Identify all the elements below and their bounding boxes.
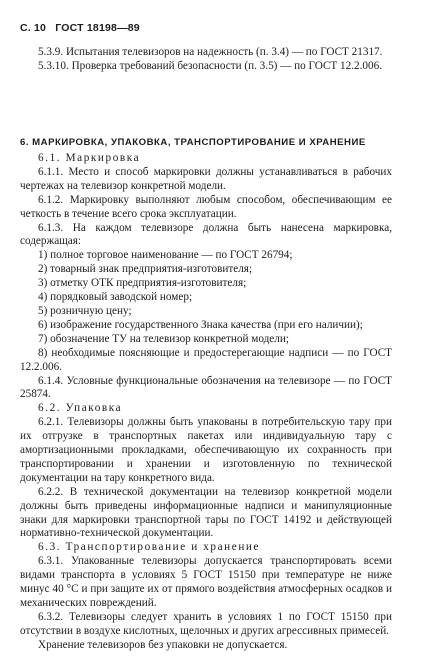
paragraph-5-3-10: 5.3.10. Проверка требований безопасности (п. 3.5) — по ГОСТ 12.2.006. — [38, 59, 382, 72]
standard-code: ГОСТ 18198—89 — [55, 22, 140, 34]
paragraph-6-1-3: 6.1.3. На каждом телевизоре должна быть нанесена маркировка, содержащая: — [20, 221, 392, 248]
subsection-6-1-title: 6.1. Маркировка — [38, 152, 141, 164]
subsection-6-2-title: 6.2. Упаковка — [38, 402, 123, 415]
list-item: 2) товарный знак предприятия-изготовителя; — [38, 263, 253, 276]
subsection-6-3-title: 6.3. Транспортирование и хранение — [38, 541, 261, 554]
section-6-body — [20, 152, 392, 653]
list-item: 6) изображение государственного Знака качества (при его наличии); — [38, 318, 363, 331]
paragraph-6-1-2: 6.1.2. Маркировку выполняют любым способом, обеспечивающим ее четкость в течение всего срока эксплуатации. — [20, 193, 392, 220]
paragraph-6-3-3: Хранение телевизоров без упаковки не допускается. — [38, 638, 288, 651]
section-6-title: 6. МАРКИРОВКА, УПАКОВКА, ТРАНСПОРТИРОВАНИЕ И ХРАНЕНИЕ — [20, 137, 366, 148]
paragraph-6-3-2: 6.3.2. Телевизоры следует хранить в условиях 1 по ГОСТ 15150 при отсутствии в воздухе кислотных, щелочных и других агрессивных примесей. — [20, 610, 392, 637]
paragraph-5-3-9: 5.3.9. Испытания телевизоров на надежность (п. 3.4) — по ГОСТ 21317. — [38, 46, 383, 58]
paragraph-6-3-1: 6.3.1. Упакованные телевизоры допускается транспортировать всеми видами транспорта в условиях 5 ГОСТ 15150 при температуре не ниже минус 40 °С и при защите их от прямого воздействия атмосферных осадков и механических повреждений. — [20, 555, 392, 609]
paragraph-6-1-1: 6.1.1. Место и способ маркировки должны устанавливаться в рабочих чертежах на телевизор конкретной модели. — [20, 165, 392, 192]
page-number: С. 10 — [20, 22, 47, 34]
paragraph-6-2-2: 6.2.2. В технической документации на телевизор конкретной модели должны быть приведены информационные надписи и манипуляционные знаки для маркировки транспортной тары по ГОСТ 14192 и действующей нормативно-технической документации. — [20, 485, 392, 540]
paragraph-6-2-1: 6.2.1. Телевизоры должны быть упакованы в потребительскую тару при их отгрузке в транспортных пакетах или индивидуальную тару с амортизационными прокладками, обеспечивающую их сохранность при транспортировании и хранении и изготовленную по технической документации на тару конкретного вида. — [20, 416, 392, 484]
list-item: 4) порядковый заводской номер; — [38, 291, 193, 304]
page-header — [20, 22, 410, 36]
list-item: 1) полное торговое наименование — по ГОСТ 26794; — [38, 249, 293, 262]
list-item: 8) необходимые поясняющие и предостерегающие надписи — по ГОСТ 12.2.006. — [20, 346, 392, 373]
list-item: 7) обозначение ТУ на телевизор конкретной модели; — [38, 332, 289, 345]
marking-list — [20, 249, 392, 374]
list-item: 3) отметку ОТК предприятия-изготовителя; — [38, 277, 247, 290]
paragraph-6-1-4: 6.1.4. Условные функциональные обозначения на телевизоре — по ГОСТ 25874. — [20, 374, 392, 401]
list-item: 5) розничную цену; — [38, 304, 132, 317]
top-section — [20, 46, 392, 74]
